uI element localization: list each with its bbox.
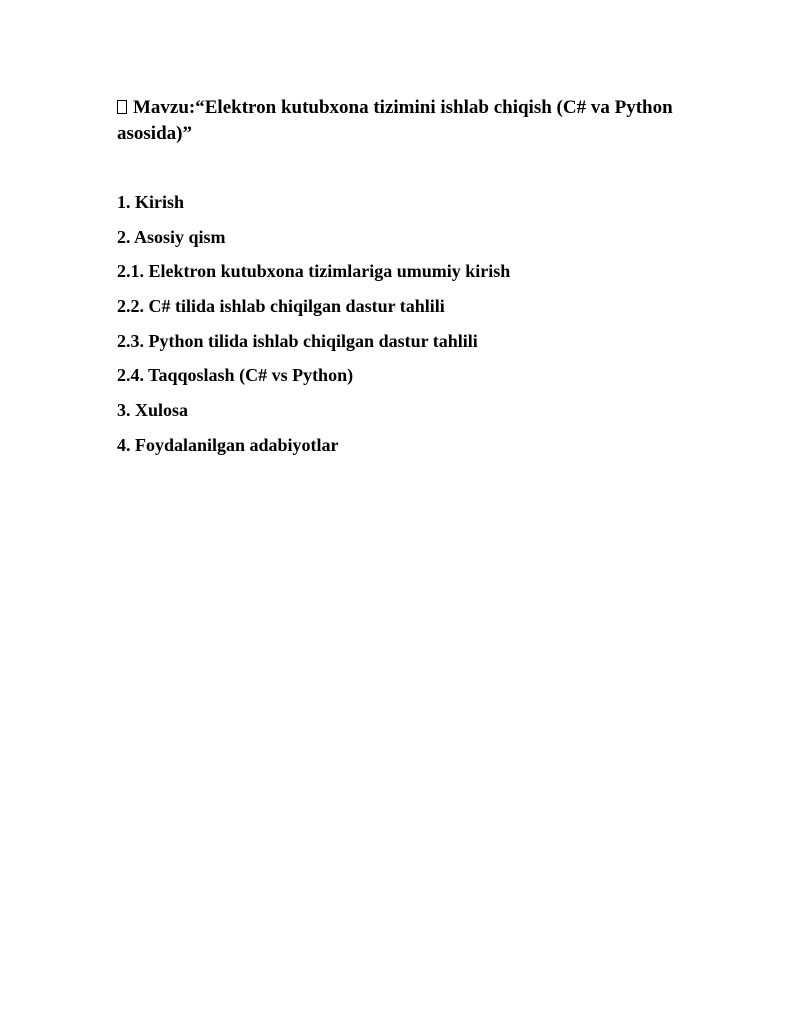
missing-glyph-icon xyxy=(117,100,127,114)
toc-item: 2.1. Elektron kutubxona tizimlariga umumiy kirish xyxy=(117,261,511,282)
toc-item: 2.3. Python tilida ishlab chiqilgan dastur tahlili xyxy=(117,330,478,351)
toc-item: 2.4. Taqqoslash (C# vs Python) xyxy=(117,365,354,386)
toc-item: 2.2. C# tilida ishlab chiqilgan dastur tahlili xyxy=(117,296,445,317)
document-title: Mavzu:“Elektron kutubxona tizimini ishlab chiqish (C# va Python asosida)” xyxy=(117,97,673,144)
toc-item: 1. Kirish xyxy=(117,192,185,212)
toc-item: 3. Xulosa xyxy=(117,400,189,421)
toc-item: 4. Foydalanilgan adabiyotlar xyxy=(117,434,339,455)
toc-item: 2. Asosiy qism xyxy=(117,226,226,247)
table-of-contents xyxy=(117,190,717,468)
document-title-block xyxy=(117,95,677,147)
